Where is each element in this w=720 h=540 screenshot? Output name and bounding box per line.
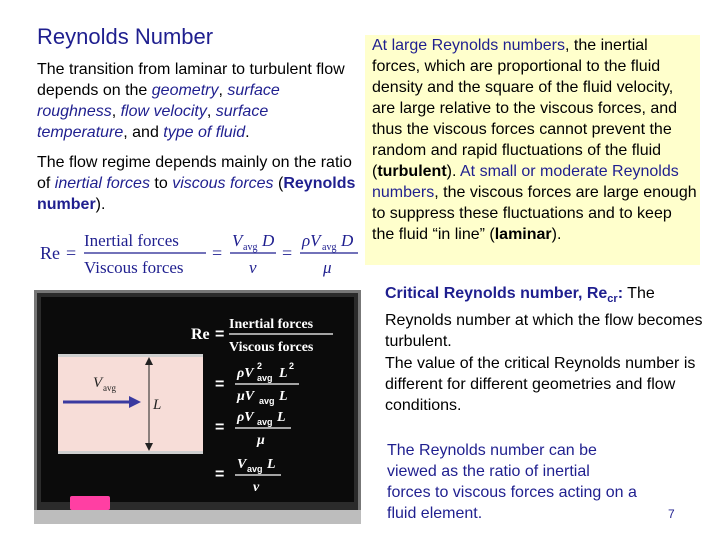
formula-avg-sub-2: avg: [322, 242, 337, 253]
explanation-segment: ).: [551, 226, 562, 243]
length-arrow-down-icon: [145, 443, 153, 451]
formula-v: V: [232, 231, 243, 250]
formula-d: D: [262, 231, 275, 250]
length-arrow-up-icon: [145, 357, 153, 365]
transition-text-segment: geometry: [151, 82, 219, 99]
board-eq-2: =: [215, 419, 225, 436]
formula-mu: μ: [323, 258, 332, 277]
board-f3-num-sub: avg: [247, 464, 263, 474]
board-f1-den-l: L: [279, 389, 288, 404]
reynolds-formula-svg: [40, 222, 365, 282]
board-f2-num: ρV: [237, 410, 254, 425]
transition-text-segment: type of fluid: [163, 124, 246, 141]
formula-eq-3: =: [282, 243, 293, 263]
board-inertial: Inertial forces: [229, 317, 314, 332]
flow-regime-text-segment: The flow regime depends mainly on the ratio of: [37, 154, 352, 192]
flow-regime-paragraph: [37, 152, 357, 215]
board-eq-1: =: [215, 376, 225, 393]
board-f2-num-l: L: [277, 410, 286, 425]
transition-text-segment: flow velocity: [120, 103, 207, 120]
flow-regime-text-segment: (: [273, 175, 284, 192]
explanation-segment: laminar: [494, 226, 552, 243]
critical-heading: Critical Reynolds number, Re: [385, 285, 608, 302]
transition-text-segment: .: [245, 124, 250, 141]
board-f1-num-l: L: [279, 366, 288, 381]
board-eq-3: =: [215, 466, 225, 483]
flow-regime-text-segment: Reynolds number: [37, 175, 356, 213]
board-f1-den: μV: [237, 389, 255, 404]
critical-sub: cr: [607, 293, 618, 306]
board-eq-0: =: [215, 326, 225, 343]
board-f1-num: ρV: [237, 366, 254, 381]
explanation-segment: At small or moderate Reynolds numbers: [372, 163, 679, 201]
board-f2-den: μ: [257, 433, 265, 448]
transition-text-segment: surface roughness: [37, 82, 280, 120]
explanation-segment: ).: [446, 163, 460, 180]
page-number: 7: [668, 507, 675, 521]
critical-reynolds-definition: [385, 283, 705, 352]
flow-regime-text-segment: viscous forces: [172, 175, 274, 192]
explanation-segment: , the inertial forces, which are proportional to the fluid density and the square of the fluid velocity, are large relative to the viscous forces, and thus the viscous forces cannot prevent the random and rapid fluctuations of the fluid (: [372, 37, 678, 180]
formula-numerator-inertial: Inertial forces: [84, 231, 179, 250]
board-f3-num: V: [237, 457, 247, 472]
reynolds-formula: [40, 222, 365, 282]
board-f3-num-l: L: [267, 457, 276, 472]
formula-eq-2: =: [212, 243, 223, 263]
blackboard-drawing: [41, 297, 354, 502]
board-f1-num-sub: avg: [257, 373, 273, 383]
board-f1-num-l-sup: 2: [289, 361, 295, 371]
board-f1-den-sub: avg: [259, 396, 275, 406]
board-f2-num-sub: avg: [257, 417, 273, 427]
board-f1-num-sup: 2: [257, 361, 263, 371]
board-re: Re: [191, 326, 210, 343]
formula-avg-sub: avg: [243, 242, 258, 253]
formula-eq-1: =: [66, 243, 77, 263]
explanation-segment: At large Reynolds numbers: [372, 37, 565, 54]
transition-text-segment: ,: [111, 103, 121, 120]
formula-re: Re: [40, 243, 60, 263]
vavg-label: V: [93, 375, 103, 391]
transition-paragraph: [37, 59, 357, 143]
board-viscous: Viscous forces: [229, 340, 314, 355]
blackboard-ledge: [34, 510, 361, 524]
length-label: L: [153, 397, 162, 413]
formula-nu: ν: [249, 258, 257, 277]
transition-text-segment: , and: [123, 124, 164, 141]
transition-text-segment: ,: [218, 82, 228, 99]
critical-body: The Reynolds number at which the flow becomes turbulent.: [385, 285, 703, 351]
flow-regime-text-segment: inertial forces: [54, 175, 150, 192]
formula-rho-v: ρV: [302, 231, 321, 250]
critical-variation-paragraph: The value of the critical Reynolds number is different for different geometries and flow conditions.: [385, 355, 696, 414]
ratio-paragraph: The Reynolds number can be viewed as the ratio of inertial forces to viscous forces acting on a fluid element.: [387, 442, 637, 522]
explanation-text: [372, 35, 697, 245]
flow-regime-text-segment: ).: [95, 196, 106, 213]
formula-d-2: D: [341, 231, 354, 250]
page-title: Reynolds Number: [37, 24, 214, 49]
flow-regime-text-segment: to: [149, 175, 173, 192]
explanation-segment: turbulent: [377, 163, 447, 180]
board-f3-den: ν: [253, 480, 260, 495]
formula-denominator-viscous: Viscous forces: [84, 258, 184, 277]
transition-text-segment: The transition from laminar to turbulent flow depends on the: [37, 61, 345, 99]
transition-text-segment: surface temperature: [37, 103, 269, 141]
vavg-sub: avg: [103, 383, 116, 393]
transition-text-segment: ,: [206, 103, 216, 120]
explanation-segment: , the viscous forces are large enough to suppress these fluctuations and to keep the fluid “in line” (: [372, 184, 697, 243]
velocity-arrowhead-icon: [129, 396, 141, 408]
critical-colon: :: [617, 285, 624, 302]
